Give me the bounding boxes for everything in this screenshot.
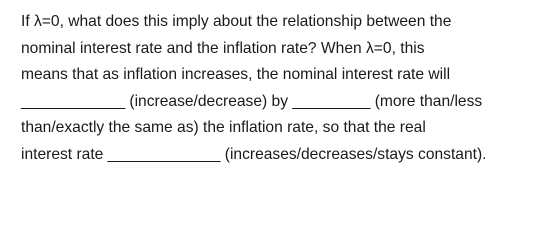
question-line: nominal interest rate and the inflation rate? When λ=0, this	[21, 39, 425, 57]
question-line: interest rate _____________ (increases/decreases/stays constant).	[21, 145, 487, 163]
question-line: ____________ (increase/decrease) by _________ (more than/less	[21, 92, 483, 110]
question-line: than/exactly the same as) the inflation rate, so that the real	[21, 119, 426, 136]
question-text	[21, 9, 551, 168]
question-line: If λ=0, what does this imply about the relationship between the	[21, 13, 452, 30]
question-line: means that as inflation increases, the nominal interest rate will	[21, 66, 451, 83]
